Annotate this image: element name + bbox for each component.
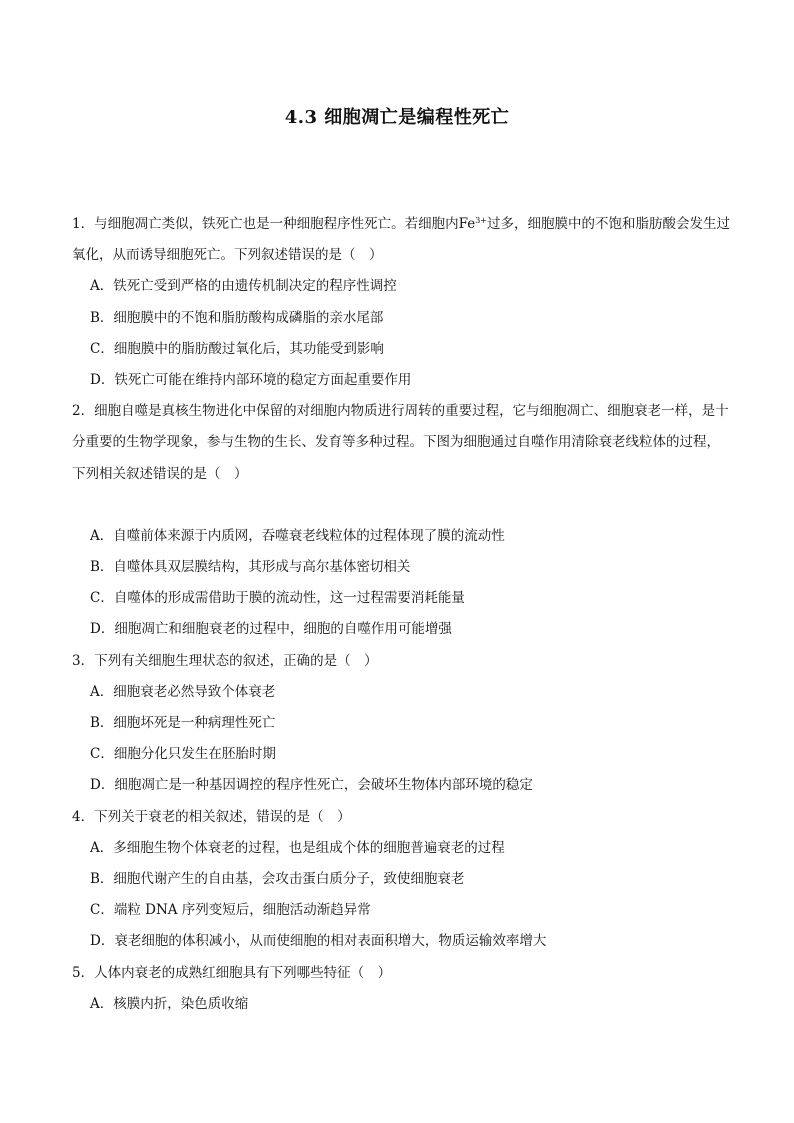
question-1-stem-part2: 过多，细胞膜中的不饱和脂肪酸会发生过氧化，从而诱导细胞死亡。下列叙述错误的是（ ） xyxy=(72,216,731,264)
question-list xyxy=(72,209,732,1020)
question-1-option-d: D．铁死亡可能在维持内部环境的稳定方面起重要作用 xyxy=(90,372,412,389)
question-3-option-a: A．细胞衰老必然导致个体衰老 xyxy=(90,683,276,700)
page-title: 4.3 细胞凋亡是编程性死亡 xyxy=(284,107,510,128)
question-5-option-a: A．核膜内折，染色质收缩 xyxy=(90,995,249,1012)
question-1-option-c: C．细胞膜中的脂肪酸过氧化后，其功能受到影响 xyxy=(90,340,384,357)
question-4-option-a: A．多细胞生物个体衰老的过程，也是组成个体的细胞普遍衰老的过程 xyxy=(90,839,505,856)
question-4-option-c: C．端粒 DNA 序列变短后，细胞活动渐趋异常 xyxy=(90,902,371,919)
question-2-stem: 2．细胞自噬是真核生物进化中保留的对细胞内物质进行周转的重要过程，它与细胞凋亡、细胞衰老一样，是十分重要的生物学现象，参与生物的生长、发育等多种过程。下图为细胞通过自噬作用清除衰老线粒体的过程，下列相关叙述错误的是（ ） xyxy=(72,403,729,482)
question-2-option-c: C．自噬体的形成需借助于膜的流动性，这一过程需要消耗能量 xyxy=(90,590,465,607)
iron-ion-superscript: 3+ xyxy=(475,216,488,225)
question-1-stem-part1: 1．与细胞凋亡类似，铁死亡也是一种细胞程序性死亡。若细胞内Fe xyxy=(72,216,476,232)
question-2-option-a: A．自噬前体来源于内质网，吞噬衰老线粒体的过程体现了膜的流动性 xyxy=(90,527,505,544)
question-3-option-d: D．细胞凋亡是一种基因调控的程序性死亡，会破坏生物体内部环境的稳定 xyxy=(90,777,533,794)
question-2-option-d: D．细胞凋亡和细胞衰老的过程中，细胞的自噬作用可能增强 xyxy=(90,621,452,638)
question-5-stem: 5．人体内衰老的成熟红细胞具有下列哪些特征（ ） xyxy=(72,964,392,981)
question-3-option-b: B．细胞坏死是一种病理性死亡 xyxy=(90,715,276,732)
question-3-option-c: C．细胞分化只发生在胚胎时期 xyxy=(90,746,276,763)
figure-placeholder xyxy=(72,490,732,521)
question-4-stem: 4．下列关于衰老的相关叙述，错误的是（ ） xyxy=(72,808,351,825)
question-4-option-b: B．细胞代谢产生的自由基，会攻击蛋白质分子，致使细胞衰老 xyxy=(90,871,465,888)
question-3-stem: 3．下列有关细胞生理状态的叙述，正确的是（ ） xyxy=(72,652,378,669)
question-2-option-b: B．自噬体具双层膜结构，其形成与高尔基体密切相关 xyxy=(90,559,411,576)
question-4-option-d: D．衰老细胞的体积减小，从而使细胞的相对表面积增大，物质运输效率增大 xyxy=(90,933,547,950)
question-1-option-a: A．铁死亡受到严格的由遗传机制决定的程序性调控 xyxy=(90,278,397,295)
question-1-option-b: B．细胞膜中的不饱和脂肪酸构成磷脂的亲水尾部 xyxy=(90,309,384,326)
question-1-stem xyxy=(72,209,732,271)
